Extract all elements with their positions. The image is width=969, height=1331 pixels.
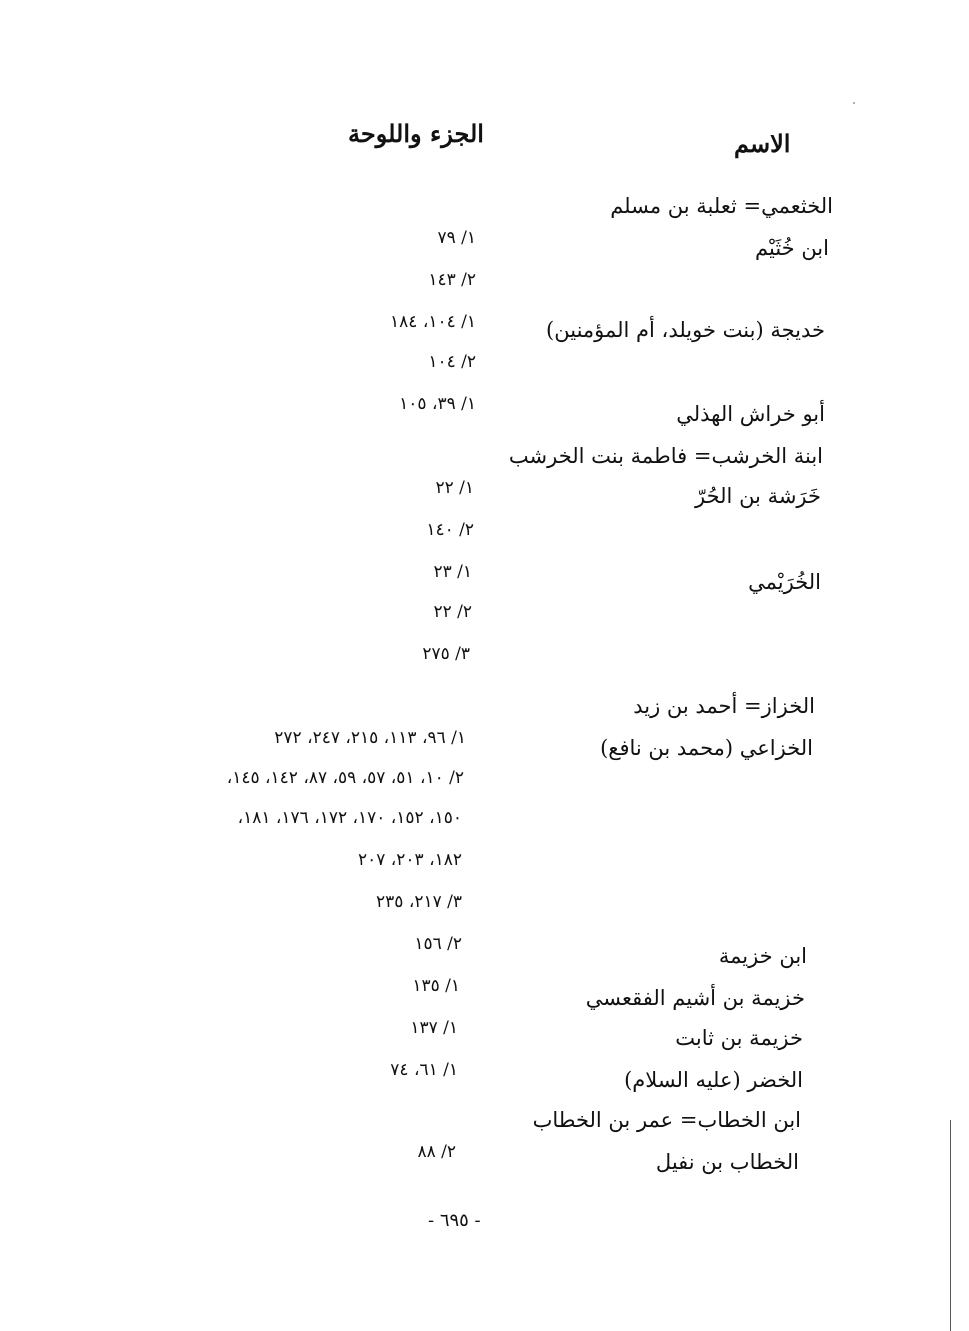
name-entry: الخزاز= أحمد بن زيد <box>633 694 815 718</box>
reference-entry: ٣/ ٢١٧، ٢٣٥ <box>376 892 462 912</box>
name-entry: ابن خُثَيْم <box>755 236 829 260</box>
name-entry: خزيمة بن أشيم الفقعسي <box>585 986 805 1010</box>
name-entry: الخضر (عليه السلام) <box>624 1068 803 1092</box>
name-column-header: الاسم <box>734 129 791 158</box>
reference-entry: ١/ ١٠٤، ١٨٤ <box>390 312 476 332</box>
reference-entry: ١٨٢، ٢٠٣، ٢٠٧ <box>358 850 462 870</box>
reference-entry: ٢/ ١٠٤ <box>428 352 476 372</box>
name-entry: الخُرَيْمي <box>748 570 821 594</box>
reference-entry: ١/ ٦١، ٧٤ <box>390 1060 458 1080</box>
name-entry: خَرَشة بن الحُرّ <box>695 484 821 508</box>
reference-entry: ٢/ ٢٢ <box>433 602 472 622</box>
name-entry: خزيمة بن ثابت <box>675 1026 803 1050</box>
page-number: - ٦٩٥ - <box>428 1210 481 1231</box>
reference-entry: ٣/ ٢٧٥ <box>422 644 470 664</box>
name-entry: خديجة (بنت خويلد، أم المؤمنين) <box>546 318 825 342</box>
reference-entry: ٢/ ١٥٦ <box>414 934 462 954</box>
reference-column-header: الجزء واللوحة <box>348 119 484 148</box>
reference-entry: ١/ ١٣٧ <box>410 1018 458 1038</box>
name-entry: الخطاب بن نفيل <box>655 1150 799 1174</box>
name-entry: ابن الخطاب= عمر بن الخطاب <box>532 1108 801 1132</box>
reference-entry: ١/ ٣٩، ١٠٥ <box>399 394 476 414</box>
reference-entry: ٢/ ١٤٠ <box>426 520 474 540</box>
reference-entry: ١٥٠، ١٥٢، ١٧٠، ١٧٢، ١٧٦، ١٨١، <box>237 808 462 828</box>
reference-entry: ٢/ ١٠، ٥١، ٥٧، ٥٩، ٨٧، ١٤٢، ١٤٥، <box>226 768 464 788</box>
name-entry: الخزاعي (محمد بن نافع) <box>600 736 813 760</box>
reference-entry: ٢/ ٨٨ <box>417 1142 456 1162</box>
name-entry: ابنة الخرشب= فاطمة بنت الخرشب <box>508 444 823 468</box>
reference-entry: ١/ ٧٩ <box>437 228 476 248</box>
page-edge-line <box>950 1120 951 1331</box>
name-entry: الخثعمي= ثعلبة بن مسلم <box>610 194 833 218</box>
reference-entry: ٢/ ١٤٣ <box>428 270 476 290</box>
name-entry: أبو خراش الهذلي <box>676 402 825 426</box>
reference-entry: ١/ ٢٢ <box>435 478 474 498</box>
reference-entry: ١/ ١٣٥ <box>412 976 460 996</box>
reference-entry: ١/ ٢٣ <box>433 562 472 582</box>
reference-entry: ١/ ٩٦، ١١٣، ٢١٥، ٢٤٧، ٢٧٢ <box>274 728 466 748</box>
name-entry: ابن خزيمة <box>718 944 807 968</box>
scan-speck <box>853 102 855 104</box>
